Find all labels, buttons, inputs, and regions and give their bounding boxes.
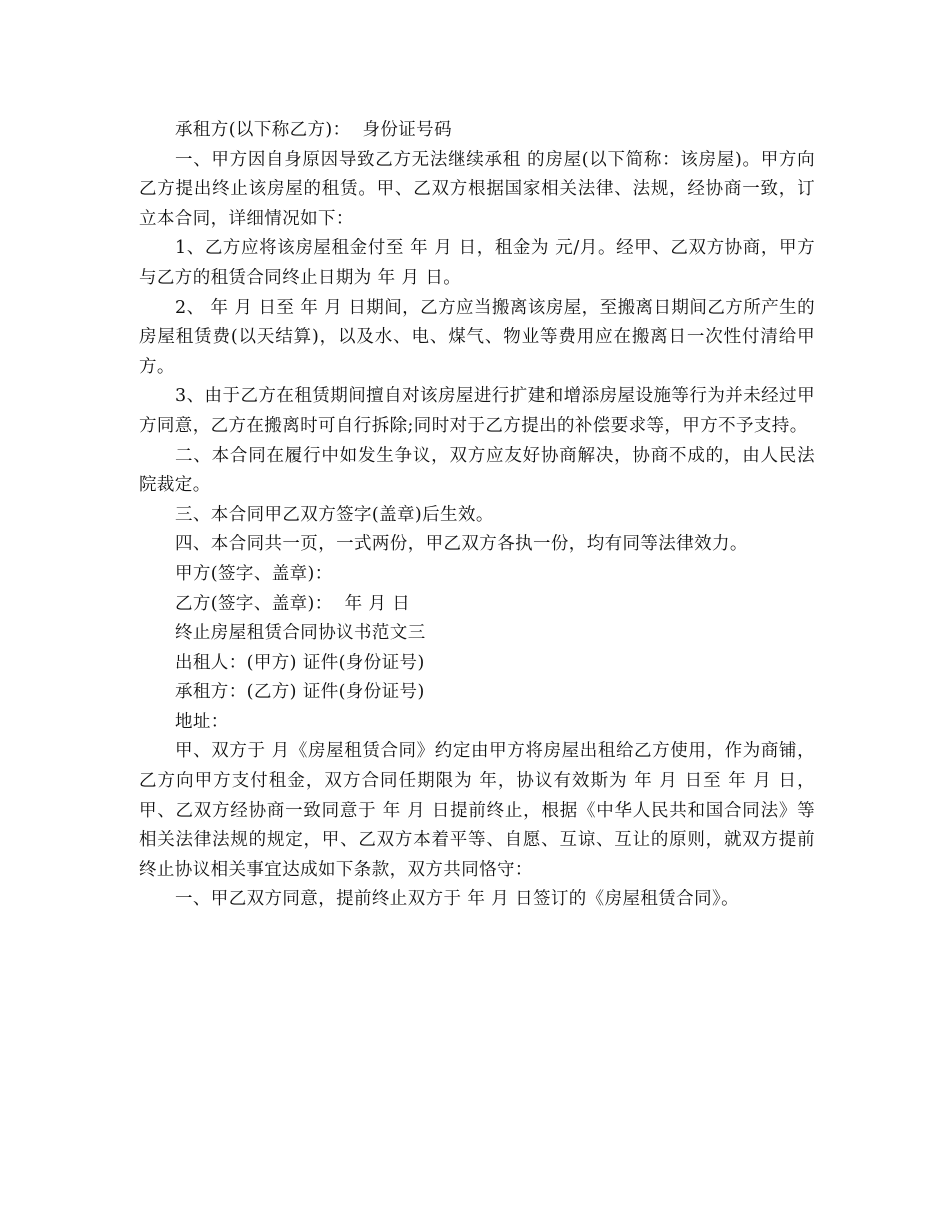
paragraph-clause-one: 一、甲方因自身原因导致乙方无法继续承租 的房屋(以下简称：该房屋)。甲方向乙方提出终止该房屋的租赁。甲、乙双方根据国家相关法律、法规，经协商一致，订立本合同，详细情况如下：: [139, 149, 815, 229]
paragraph-lessor: 出租人：(甲方) 证件(身份证号): [175, 652, 425, 673]
paragraph-item-1-rent: 1、乙方应将该房屋租金付至 年 月 日，租金为 元/月。经甲、乙双方协商，甲方与乙方的租赁合同终止日期为 年 月 日。: [139, 238, 815, 288]
paragraph-item-2-move-out: 2、 年 月 日至 年 月 日期间，乙方应当搬离该房屋，至搬离日期间乙方所产生的房屋租赁费(以天结算)，以及水、电、煤气、物业等费用应在搬离日一次性付清给甲方。: [139, 297, 815, 377]
paragraph-tenant-id: 承租方(以下称乙方)： 身份证号码: [175, 120, 452, 140]
paragraph-clause-three-effective: 三、本合同甲乙双方签字(盖章)后生效。: [175, 504, 494, 525]
paragraph-termination-agreement: 一、甲乙双方同意，提前终止双方于 年 月 日签订的《房屋租赁合同》。: [175, 889, 740, 910]
paragraph-clause-four-copies: 四、本合同共一页，一式两份，甲乙双方各执一份，均有同等法律效力。: [175, 534, 748, 555]
paragraph-lessee: 承租方：(乙方) 证件(身份证号): [175, 682, 425, 703]
paragraph-address: 地址：: [175, 711, 229, 732]
signature-party-a: 甲方(签字、盖章)：: [175, 563, 333, 584]
signature-party-b-date: 乙方(签字、盖章)： 年 月 日: [175, 593, 411, 614]
paragraph-background: 甲、双方于 月《房屋租赁合同》约定由甲方将房屋出租给乙方使用，作为商铺，乙方向甲方支付租金，双方合同任期限为 年，协议有效斯为 年 月 日至 年 月 日，甲、乙双方经协商一致同意于 年 月 日提前终止，根据《中华人民共和国合同法》等相关法律法规的规定，甲、乙双方本着平等、自愿、互谅、互让的原则，就双方提前终止协议相关事宜达成如下条款，双方共同恪守：: [139, 741, 815, 880]
section-title-sample-three: 终止房屋租赁合同协议书范文三: [175, 623, 426, 644]
document-body: [139, 116, 815, 915]
paragraph-item-3-facilities: 3、由于乙方在租赁期间擅自对该房屋进行扩建和增添房屋设施等行为并未经过甲方同意，乙方在搬离时可自行拆除;同时对于乙方提出的补偿要求等，甲方不予支持。: [139, 386, 815, 436]
paragraph-clause-two-dispute: 二、本合同在履行中如发生争议，双方应友好协商解决，协商不成的，由人民法院裁定。: [139, 445, 815, 496]
